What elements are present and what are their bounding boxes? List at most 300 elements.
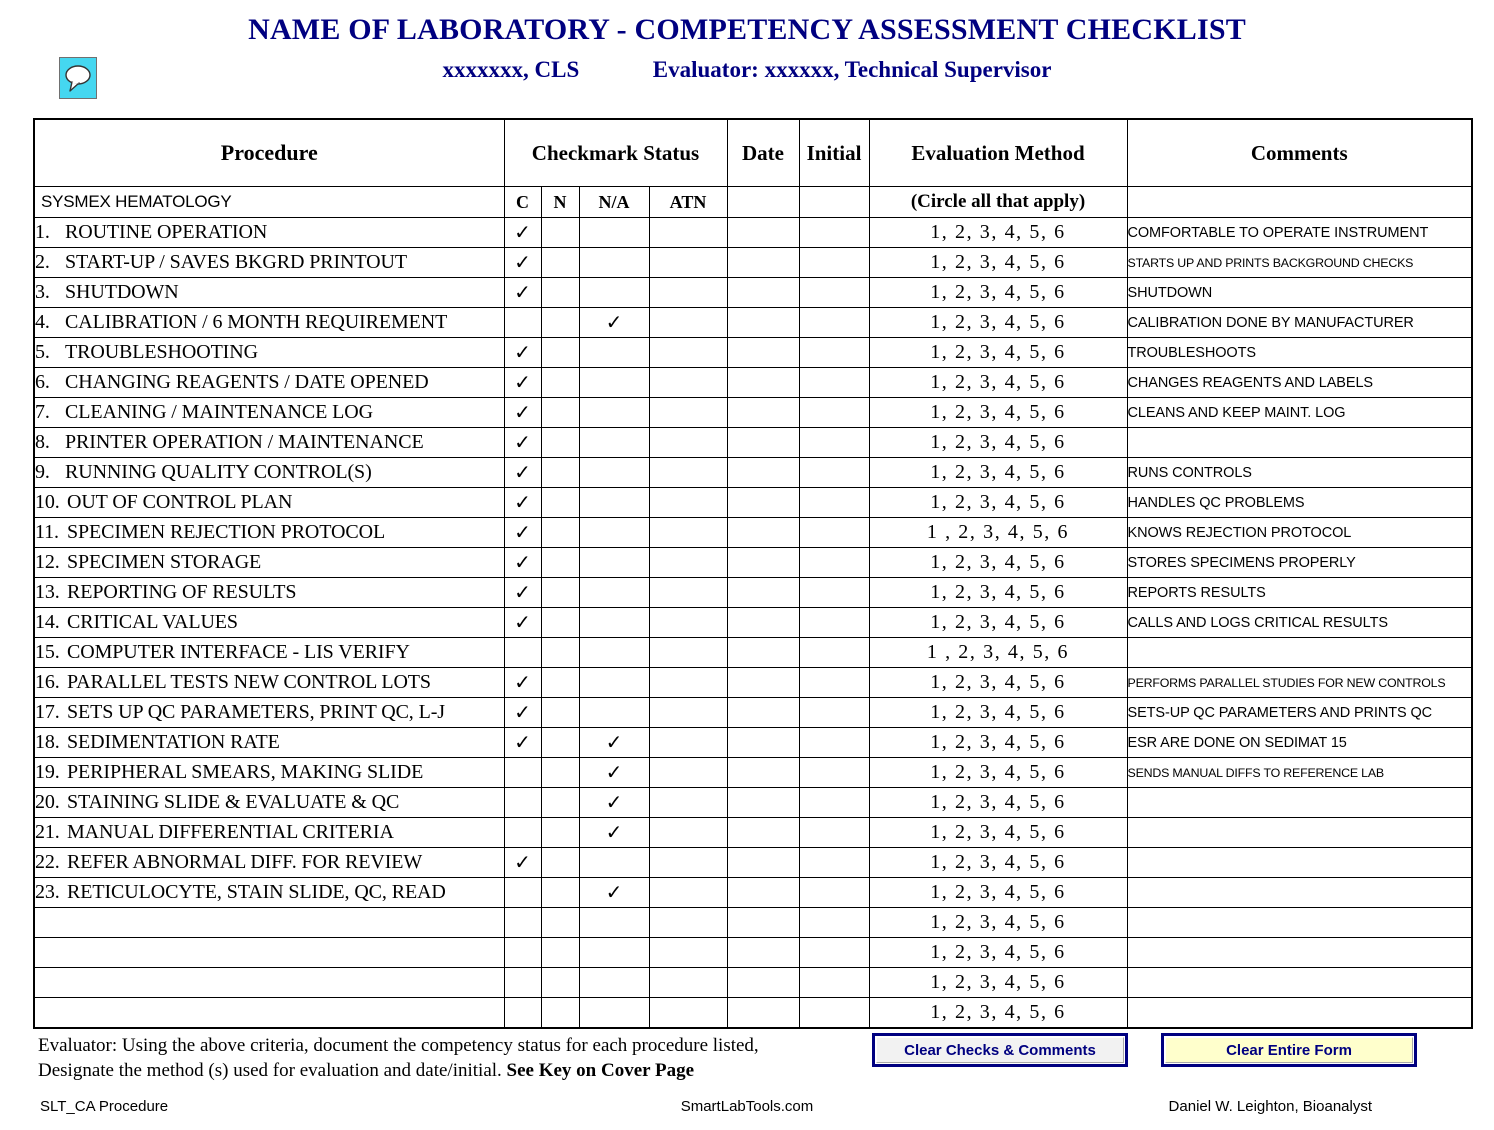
comment-cell[interactable]: KNOWS REJECTION PROTOCOL bbox=[1127, 518, 1472, 548]
date-cell[interactable] bbox=[727, 668, 799, 698]
checkbox-cell-atn[interactable] bbox=[649, 758, 727, 788]
date-cell[interactable] bbox=[727, 248, 799, 278]
initial-cell[interactable] bbox=[799, 518, 869, 548]
procedure-name: PRINTER OPERATION / MAINTENANCE bbox=[65, 431, 424, 453]
checkbox-cell-c[interactable] bbox=[504, 368, 541, 398]
procedure-cell bbox=[34, 608, 504, 638]
checkmark-icon: ✓ bbox=[514, 250, 531, 274]
checkbox-cell-na[interactable] bbox=[579, 818, 649, 848]
date-cell[interactable] bbox=[727, 518, 799, 548]
checkbox-cell-c[interactable] bbox=[504, 308, 541, 338]
comment-cell[interactable]: CALIBRATION DONE BY MANUFACTURER bbox=[1127, 308, 1472, 338]
checkbox-cell-n[interactable] bbox=[541, 698, 579, 728]
checkbox-cell-atn[interactable] bbox=[649, 248, 727, 278]
checkbox-cell-c[interactable] bbox=[504, 878, 541, 908]
checkbox-cell-na[interactable] bbox=[579, 578, 649, 608]
initial-cell[interactable] bbox=[799, 878, 869, 908]
comment-cell[interactable] bbox=[1127, 788, 1472, 818]
checkbox-cell-n[interactable] bbox=[541, 668, 579, 698]
date-cell[interactable] bbox=[727, 698, 799, 728]
checkbox-cell-n[interactable] bbox=[541, 338, 579, 368]
checkbox-cell-n[interactable] bbox=[541, 488, 579, 518]
procedure-number: 13. bbox=[35, 581, 60, 603]
checkmark-icon: ✓ bbox=[514, 610, 531, 634]
checkbox-cell-c[interactable] bbox=[504, 638, 541, 668]
checkbox-cell-n[interactable] bbox=[541, 368, 579, 398]
checkbox-cell-c[interactable] bbox=[504, 248, 541, 278]
initial-cell[interactable] bbox=[799, 338, 869, 368]
evaluation-method-cell[interactable]: 1, 2, 3, 4, 5, 6 bbox=[869, 368, 1127, 398]
checkmark-icon: ✓ bbox=[605, 760, 623, 784]
checkbox-cell-c[interactable] bbox=[504, 338, 541, 368]
checkbox-cell-atn[interactable] bbox=[649, 458, 727, 488]
initial-cell[interactable] bbox=[799, 638, 869, 668]
checkbox-cell-c[interactable] bbox=[504, 848, 541, 878]
checkbox-cell-na[interactable] bbox=[579, 458, 649, 488]
checkbox-cell-na[interactable] bbox=[579, 248, 649, 278]
comment-cell[interactable]: COMFORTABLE TO OPERATE INSTRUMENT bbox=[1127, 218, 1472, 248]
comment-cell[interactable]: STORES SPECIMENS PROPERLY bbox=[1127, 548, 1472, 578]
checkbox-cell-atn[interactable] bbox=[649, 338, 727, 368]
checkbox-cell-atn[interactable] bbox=[649, 698, 727, 728]
evaluation-method-cell[interactable]: 1, 2, 3, 4, 5, 6 bbox=[869, 968, 1127, 998]
checkmark-icon: ✓ bbox=[514, 430, 531, 454]
evaluation-method-cell[interactable]: 1, 2, 3, 4, 5, 6 bbox=[869, 578, 1127, 608]
checkbox-cell-n[interactable] bbox=[541, 278, 579, 308]
date-cell[interactable] bbox=[727, 848, 799, 878]
checkbox-cell-n[interactable] bbox=[541, 878, 579, 908]
date-cell[interactable] bbox=[727, 758, 799, 788]
initial-cell[interactable] bbox=[799, 548, 869, 578]
subcol-header-atn: ATN bbox=[649, 187, 727, 218]
initial-cell[interactable] bbox=[799, 758, 869, 788]
checkbox-cell-n[interactable] bbox=[541, 608, 579, 638]
procedure-number: 8. bbox=[35, 431, 50, 453]
procedure-cell bbox=[34, 278, 504, 308]
date-cell[interactable] bbox=[727, 428, 799, 458]
checkbox-cell-n[interactable] bbox=[541, 788, 579, 818]
page-title: NAME OF LABORATORY - COMPETENCY ASSESSMENT CHECKLIST bbox=[248, 13, 1246, 46]
comment-cell[interactable]: RUNS CONTROLS bbox=[1127, 458, 1472, 488]
checkbox-cell-c[interactable] bbox=[504, 278, 541, 308]
checkbox-cell-c[interactable] bbox=[504, 818, 541, 848]
checkbox-cell-c[interactable] bbox=[504, 968, 541, 998]
procedure-number: 19. bbox=[35, 761, 60, 783]
checkbox-cell-c[interactable] bbox=[504, 908, 541, 938]
initial-cell[interactable] bbox=[799, 668, 869, 698]
checkbox-cell-na[interactable] bbox=[579, 908, 649, 938]
checkbox-cell-na[interactable] bbox=[579, 698, 649, 728]
date-cell[interactable] bbox=[727, 578, 799, 608]
date-cell[interactable] bbox=[727, 608, 799, 638]
checkmark-icon: ✓ bbox=[514, 700, 531, 724]
checkbox-cell-atn[interactable] bbox=[649, 818, 727, 848]
see-key-on-cover-page: See Key on Cover Page bbox=[506, 1060, 695, 1082]
procedure-name: SPECIMEN STORAGE bbox=[67, 551, 262, 573]
procedure-name: PARALLEL TESTS NEW CONTROL LOTS bbox=[67, 671, 431, 693]
comment-cell[interactable]: ESR ARE DONE ON SEDIMAT 15 bbox=[1127, 728, 1472, 758]
checkbox-cell-na[interactable] bbox=[579, 308, 649, 338]
table-header-row bbox=[34, 119, 1472, 187]
checkbox-cell-n[interactable] bbox=[541, 308, 579, 338]
evaluation-method-cell[interactable]: 1, 2, 3, 4, 5, 6 bbox=[869, 458, 1127, 488]
procedure-cell bbox=[34, 788, 504, 818]
procedure-cell bbox=[34, 398, 504, 428]
evaluation-method-cell[interactable]: 1, 2, 3, 4, 5, 6 bbox=[869, 998, 1127, 1029]
comment-cell[interactable]: CHANGES REAGENTS AND LABELS bbox=[1127, 368, 1472, 398]
comment-cell[interactable]: SENDS MANUAL DIFFS TO REFERENCE LAB bbox=[1127, 758, 1472, 788]
date-cell[interactable] bbox=[727, 908, 799, 938]
col-header-checkmark-status: Checkmark Status bbox=[504, 119, 727, 187]
checkbox-cell-atn[interactable] bbox=[649, 728, 727, 758]
procedure-name: TROUBLESHOOTING bbox=[65, 341, 258, 363]
checkbox-cell-n[interactable] bbox=[541, 458, 579, 488]
checkbox-cell-atn[interactable] bbox=[649, 548, 727, 578]
circle-all-that-apply-note: (Circle all that apply) bbox=[869, 187, 1127, 218]
instructions-line-2-plain: Designate the method (s) used for evaluation and date/initial. bbox=[38, 1060, 502, 1082]
table-row bbox=[34, 548, 1472, 578]
procedure-name: MANUAL DIFFERENTIAL CRITERIA bbox=[67, 821, 394, 843]
table-row bbox=[34, 578, 1472, 608]
evaluation-method-cell[interactable]: 1, 2, 3, 4, 5, 6 bbox=[869, 788, 1127, 818]
header-subline bbox=[0, 57, 1494, 83]
evaluation-method-cell[interactable]: 1, 2, 3, 4, 5, 6 bbox=[869, 548, 1127, 578]
checklist-table bbox=[33, 118, 1473, 1029]
checkbox-cell-atn[interactable] bbox=[649, 848, 727, 878]
checkbox-cell-c[interactable] bbox=[504, 428, 541, 458]
comment-bubble-icon[interactable] bbox=[59, 57, 97, 99]
checkbox-cell-atn[interactable] bbox=[649, 668, 727, 698]
date-cell[interactable] bbox=[727, 878, 799, 908]
comment-cell[interactable] bbox=[1127, 818, 1472, 848]
checkmark-icon: ✓ bbox=[514, 460, 531, 484]
checkbox-cell-atn[interactable] bbox=[649, 638, 727, 668]
footer-author: Daniel W. Leighton, Bioanalyst bbox=[1168, 1098, 1372, 1115]
col-header-initial: Initial bbox=[799, 119, 869, 187]
checkbox-cell-atn[interactable] bbox=[649, 428, 727, 458]
subcol-date-blank bbox=[727, 187, 799, 218]
initial-cell[interactable] bbox=[799, 368, 869, 398]
checkbox-cell-na[interactable] bbox=[579, 728, 649, 758]
checkbox-cell-atn[interactable] bbox=[649, 878, 727, 908]
checkbox-cell-na[interactable] bbox=[579, 968, 649, 998]
checkbox-cell-n[interactable] bbox=[541, 218, 579, 248]
checkmark-icon: ✓ bbox=[605, 820, 623, 844]
checkbox-cell-n[interactable] bbox=[541, 428, 579, 458]
table-row bbox=[34, 878, 1472, 908]
date-cell[interactable] bbox=[727, 398, 799, 428]
table-row bbox=[34, 428, 1472, 458]
procedure-number: 2. bbox=[35, 251, 50, 273]
date-cell[interactable] bbox=[727, 638, 799, 668]
procedure-number: 5. bbox=[35, 341, 50, 363]
checkbox-cell-c[interactable] bbox=[504, 668, 541, 698]
checkmark-icon: ✓ bbox=[514, 490, 531, 514]
comment-cell[interactable]: REPORTS RESULTS bbox=[1127, 578, 1472, 608]
checkbox-cell-n[interactable] bbox=[541, 758, 579, 788]
date-cell[interactable] bbox=[727, 218, 799, 248]
procedure-cell bbox=[34, 668, 504, 698]
clear-entire-form-button[interactable] bbox=[1161, 1033, 1417, 1067]
procedure-number: 17. bbox=[35, 701, 60, 723]
comment-cell[interactable] bbox=[1127, 908, 1472, 938]
checkbox-cell-c[interactable] bbox=[504, 398, 541, 428]
procedure-name: CRITICAL VALUES bbox=[67, 611, 238, 633]
instructions-line-1: Evaluator: Using the above criteria, document the competency status for each procedure listed, bbox=[38, 1035, 759, 1056]
checkbox-cell-n[interactable] bbox=[541, 518, 579, 548]
evaluation-method-cell[interactable]: 1, 2, 3, 4, 5, 6 bbox=[869, 248, 1127, 278]
checkbox-cell-n[interactable] bbox=[541, 908, 579, 938]
table-row bbox=[34, 458, 1472, 488]
initial-cell[interactable] bbox=[799, 818, 869, 848]
procedure-number: 1. bbox=[35, 221, 50, 243]
procedure-number: 7. bbox=[35, 401, 50, 423]
procedure-cell bbox=[34, 728, 504, 758]
checkbox-cell-atn[interactable] bbox=[649, 278, 727, 308]
table-row bbox=[34, 308, 1472, 338]
checkbox-cell-c[interactable] bbox=[504, 218, 541, 248]
evaluation-method-cell[interactable]: 1, 2, 3, 4, 5, 6 bbox=[869, 398, 1127, 428]
procedure-name: RETICULOCYTE, STAIN SLIDE, QC, READ bbox=[67, 881, 446, 903]
procedure-name: ROUTINE OPERATION bbox=[65, 221, 268, 243]
checkbox-cell-c[interactable] bbox=[504, 788, 541, 818]
evaluation-method-cell[interactable]: 1 , 2, 3, 4, 5, 6 bbox=[869, 518, 1127, 548]
procedure-name: SETS UP QC PARAMETERS, PRINT QC, L-J bbox=[67, 701, 445, 723]
procedure-name: START-UP / SAVES BKGRD PRINTOUT bbox=[65, 251, 407, 273]
initial-cell[interactable] bbox=[799, 968, 869, 998]
evaluation-method-cell[interactable]: 1, 2, 3, 4, 5, 6 bbox=[869, 878, 1127, 908]
date-cell[interactable] bbox=[727, 488, 799, 518]
procedure-cell bbox=[34, 968, 504, 998]
checkbox-cell-c[interactable] bbox=[504, 458, 541, 488]
date-cell[interactable] bbox=[727, 458, 799, 488]
checkbox-cell-atn[interactable] bbox=[649, 308, 727, 338]
comment-cell[interactable] bbox=[1127, 428, 1472, 458]
initial-cell[interactable] bbox=[799, 278, 869, 308]
checkbox-cell-na[interactable] bbox=[579, 338, 649, 368]
comment-cell[interactable]: CALLS AND LOGS CRITICAL RESULTS bbox=[1127, 608, 1472, 638]
table-row bbox=[34, 278, 1472, 308]
checkbox-cell-c[interactable] bbox=[504, 758, 541, 788]
initial-cell[interactable] bbox=[799, 248, 869, 278]
comment-cell[interactable] bbox=[1127, 998, 1472, 1029]
date-cell[interactable] bbox=[727, 548, 799, 578]
procedure-cell bbox=[34, 488, 504, 518]
checkmark-icon: ✓ bbox=[605, 730, 623, 754]
date-cell[interactable] bbox=[727, 308, 799, 338]
comment-cell[interactable]: PERFORMS PARALLEL STUDIES FOR NEW CONTROLS bbox=[1127, 668, 1472, 698]
checkbox-cell-na[interactable] bbox=[579, 938, 649, 968]
procedure-name: COMPUTER INTERFACE - LIS VERIFY bbox=[67, 641, 410, 663]
checklist-table-wrap bbox=[33, 118, 1471, 1029]
procedure-cell bbox=[34, 878, 504, 908]
checkbox-cell-n[interactable] bbox=[541, 548, 579, 578]
date-cell[interactable] bbox=[727, 728, 799, 758]
procedure-cell bbox=[34, 848, 504, 878]
table-row bbox=[34, 848, 1472, 878]
col-header-procedure: Procedure bbox=[34, 119, 504, 187]
checkbox-cell-atn[interactable] bbox=[649, 608, 727, 638]
checkbox-cell-n[interactable] bbox=[541, 968, 579, 998]
procedure-number: 15. bbox=[35, 641, 60, 663]
checkbox-cell-c[interactable] bbox=[504, 518, 541, 548]
evaluation-method-cell[interactable]: 1, 2, 3, 4, 5, 6 bbox=[869, 818, 1127, 848]
evaluation-method-cell[interactable]: 1, 2, 3, 4, 5, 6 bbox=[869, 338, 1127, 368]
initial-cell[interactable] bbox=[799, 848, 869, 878]
col-header-comments: Comments bbox=[1127, 119, 1472, 187]
procedure-number: 12. bbox=[35, 551, 60, 573]
checkbox-cell-atn[interactable] bbox=[649, 998, 727, 1029]
checkbox-cell-atn[interactable] bbox=[649, 578, 727, 608]
table-row bbox=[34, 338, 1472, 368]
checkbox-cell-na[interactable] bbox=[579, 608, 649, 638]
checkbox-cell-atn[interactable] bbox=[649, 368, 727, 398]
evaluation-method-cell[interactable]: 1, 2, 3, 4, 5, 6 bbox=[869, 428, 1127, 458]
checkbox-cell-c[interactable] bbox=[504, 998, 541, 1029]
checkbox-cell-c[interactable] bbox=[504, 608, 541, 638]
table-row bbox=[34, 488, 1472, 518]
procedure-number: 4. bbox=[35, 311, 50, 333]
evaluation-method-cell[interactable]: 1, 2, 3, 4, 5, 6 bbox=[869, 278, 1127, 308]
initial-cell[interactable] bbox=[799, 908, 869, 938]
date-cell[interactable] bbox=[727, 788, 799, 818]
initial-cell[interactable] bbox=[799, 308, 869, 338]
initial-cell[interactable] bbox=[799, 608, 869, 638]
checkbox-cell-atn[interactable] bbox=[649, 938, 727, 968]
comment-cell[interactable]: STARTS UP AND PRINTS BACKGROUND CHECKS bbox=[1127, 248, 1472, 278]
checkbox-cell-na[interactable] bbox=[579, 428, 649, 458]
evaluation-method-cell[interactable]: 1, 2, 3, 4, 5, 6 bbox=[869, 608, 1127, 638]
checkbox-cell-atn[interactable] bbox=[649, 518, 727, 548]
table-row bbox=[34, 698, 1472, 728]
initial-cell[interactable] bbox=[799, 578, 869, 608]
evaluation-method-cell[interactable]: 1, 2, 3, 4, 5, 6 bbox=[869, 728, 1127, 758]
procedure-number: 18. bbox=[35, 731, 60, 753]
initial-cell[interactable] bbox=[799, 218, 869, 248]
checkbox-cell-c[interactable] bbox=[504, 548, 541, 578]
checkbox-cell-na[interactable] bbox=[579, 758, 649, 788]
date-cell[interactable] bbox=[727, 938, 799, 968]
comment-cell[interactable]: HANDLES QC PROBLEMS bbox=[1127, 488, 1472, 518]
checkbox-cell-n[interactable] bbox=[541, 398, 579, 428]
initial-cell[interactable] bbox=[799, 398, 869, 428]
evaluation-method-cell[interactable]: 1, 2, 3, 4, 5, 6 bbox=[869, 218, 1127, 248]
procedure-number: 11. bbox=[35, 521, 59, 543]
checkbox-cell-n[interactable] bbox=[541, 938, 579, 968]
checkbox-cell-atn[interactable] bbox=[649, 788, 727, 818]
checkbox-cell-atn[interactable] bbox=[649, 398, 727, 428]
comment-cell[interactable]: SHUTDOWN bbox=[1127, 278, 1472, 308]
procedure-name: CHANGING REAGENTS / DATE OPENED bbox=[65, 371, 429, 393]
comment-cell[interactable] bbox=[1127, 878, 1472, 908]
clear-checks-and-comments-button[interactable] bbox=[872, 1033, 1128, 1067]
checkbox-cell-na[interactable] bbox=[579, 368, 649, 398]
initial-cell[interactable] bbox=[799, 788, 869, 818]
checkbox-cell-n[interactable] bbox=[541, 818, 579, 848]
checkbox-cell-na[interactable] bbox=[579, 488, 649, 518]
evaluation-method-cell[interactable]: 1, 2, 3, 4, 5, 6 bbox=[869, 758, 1127, 788]
checkbox-cell-c[interactable] bbox=[504, 698, 541, 728]
evaluation-method-cell[interactable]: 1, 2, 3, 4, 5, 6 bbox=[869, 698, 1127, 728]
initial-cell[interactable] bbox=[799, 458, 869, 488]
procedure-name: PERIPHERAL SMEARS, MAKING SLIDE bbox=[67, 761, 424, 783]
comment-cell[interactable] bbox=[1127, 968, 1472, 998]
page-footer bbox=[0, 1098, 1494, 1122]
initial-cell[interactable] bbox=[799, 998, 869, 1029]
initial-cell[interactable] bbox=[799, 938, 869, 968]
checkbox-cell-na[interactable] bbox=[579, 848, 649, 878]
checkbox-cell-atn[interactable] bbox=[649, 908, 727, 938]
col-header-evaluation-method: Evaluation Method bbox=[869, 119, 1127, 187]
table-row bbox=[34, 758, 1472, 788]
checkbox-cell-n[interactable] bbox=[541, 248, 579, 278]
checkbox-cell-atn[interactable] bbox=[649, 218, 727, 248]
checkbox-cell-n[interactable] bbox=[541, 578, 579, 608]
checkbox-cell-na[interactable] bbox=[579, 278, 649, 308]
comment-cell[interactable]: TROUBLESHOOTS bbox=[1127, 338, 1472, 368]
evaluation-method-cell[interactable]: 1, 2, 3, 4, 5, 6 bbox=[869, 308, 1127, 338]
initial-cell[interactable] bbox=[799, 698, 869, 728]
checkbox-cell-n[interactable] bbox=[541, 638, 579, 668]
checkbox-cell-atn[interactable] bbox=[649, 488, 727, 518]
initial-cell[interactable] bbox=[799, 428, 869, 458]
checkbox-cell-atn[interactable] bbox=[649, 968, 727, 998]
comment-cell[interactable] bbox=[1127, 638, 1472, 668]
table-row bbox=[34, 668, 1472, 698]
table-subheader-row bbox=[34, 187, 1472, 218]
checkbox-cell-n[interactable] bbox=[541, 848, 579, 878]
checkbox-cell-na[interactable] bbox=[579, 998, 649, 1029]
checkbox-cell-c[interactable] bbox=[504, 938, 541, 968]
checkbox-cell-c[interactable] bbox=[504, 728, 541, 758]
initial-cell[interactable] bbox=[799, 488, 869, 518]
checkbox-cell-n[interactable] bbox=[541, 728, 579, 758]
evaluation-method-cell[interactable]: 1, 2, 3, 4, 5, 6 bbox=[869, 908, 1127, 938]
checkbox-cell-na[interactable] bbox=[579, 668, 649, 698]
checkmark-icon: ✓ bbox=[514, 220, 531, 244]
procedure-cell bbox=[34, 818, 504, 848]
checkbox-cell-na[interactable] bbox=[579, 548, 649, 578]
evaluation-method-cell[interactable]: 1, 2, 3, 4, 5, 6 bbox=[869, 668, 1127, 698]
evaluation-method-cell[interactable]: 1, 2, 3, 4, 5, 6 bbox=[869, 488, 1127, 518]
checkbox-cell-c[interactable] bbox=[504, 578, 541, 608]
checkbox-cell-n[interactable] bbox=[541, 998, 579, 1029]
checkbox-cell-na[interactable] bbox=[579, 398, 649, 428]
checkbox-cell-na[interactable] bbox=[579, 878, 649, 908]
checkbox-cell-na[interactable] bbox=[579, 788, 649, 818]
date-cell[interactable] bbox=[727, 998, 799, 1029]
date-cell[interactable] bbox=[727, 968, 799, 998]
date-cell[interactable] bbox=[727, 278, 799, 308]
comment-cell[interactable] bbox=[1127, 848, 1472, 878]
date-cell[interactable] bbox=[727, 338, 799, 368]
evaluation-method-cell[interactable]: 1, 2, 3, 4, 5, 6 bbox=[869, 848, 1127, 878]
checkbox-cell-na[interactable] bbox=[579, 218, 649, 248]
date-cell[interactable] bbox=[727, 818, 799, 848]
checkbox-cell-na[interactable] bbox=[579, 638, 649, 668]
evaluation-method-cell[interactable]: 1, 2, 3, 4, 5, 6 bbox=[869, 938, 1127, 968]
checkbox-cell-c[interactable] bbox=[504, 488, 541, 518]
initial-cell[interactable] bbox=[799, 728, 869, 758]
checkbox-cell-na[interactable] bbox=[579, 518, 649, 548]
comment-cell[interactable]: SETS-UP QC PARAMETERS AND PRINTS QC bbox=[1127, 698, 1472, 728]
comment-cell[interactable]: CLEANS AND KEEP MAINT. LOG bbox=[1127, 398, 1472, 428]
procedure-number: 9. bbox=[35, 461, 50, 483]
evaluation-method-cell[interactable]: 1 , 2, 3, 4, 5, 6 bbox=[869, 638, 1127, 668]
table-row bbox=[34, 608, 1472, 638]
date-cell[interactable] bbox=[727, 368, 799, 398]
comment-cell[interactable] bbox=[1127, 938, 1472, 968]
